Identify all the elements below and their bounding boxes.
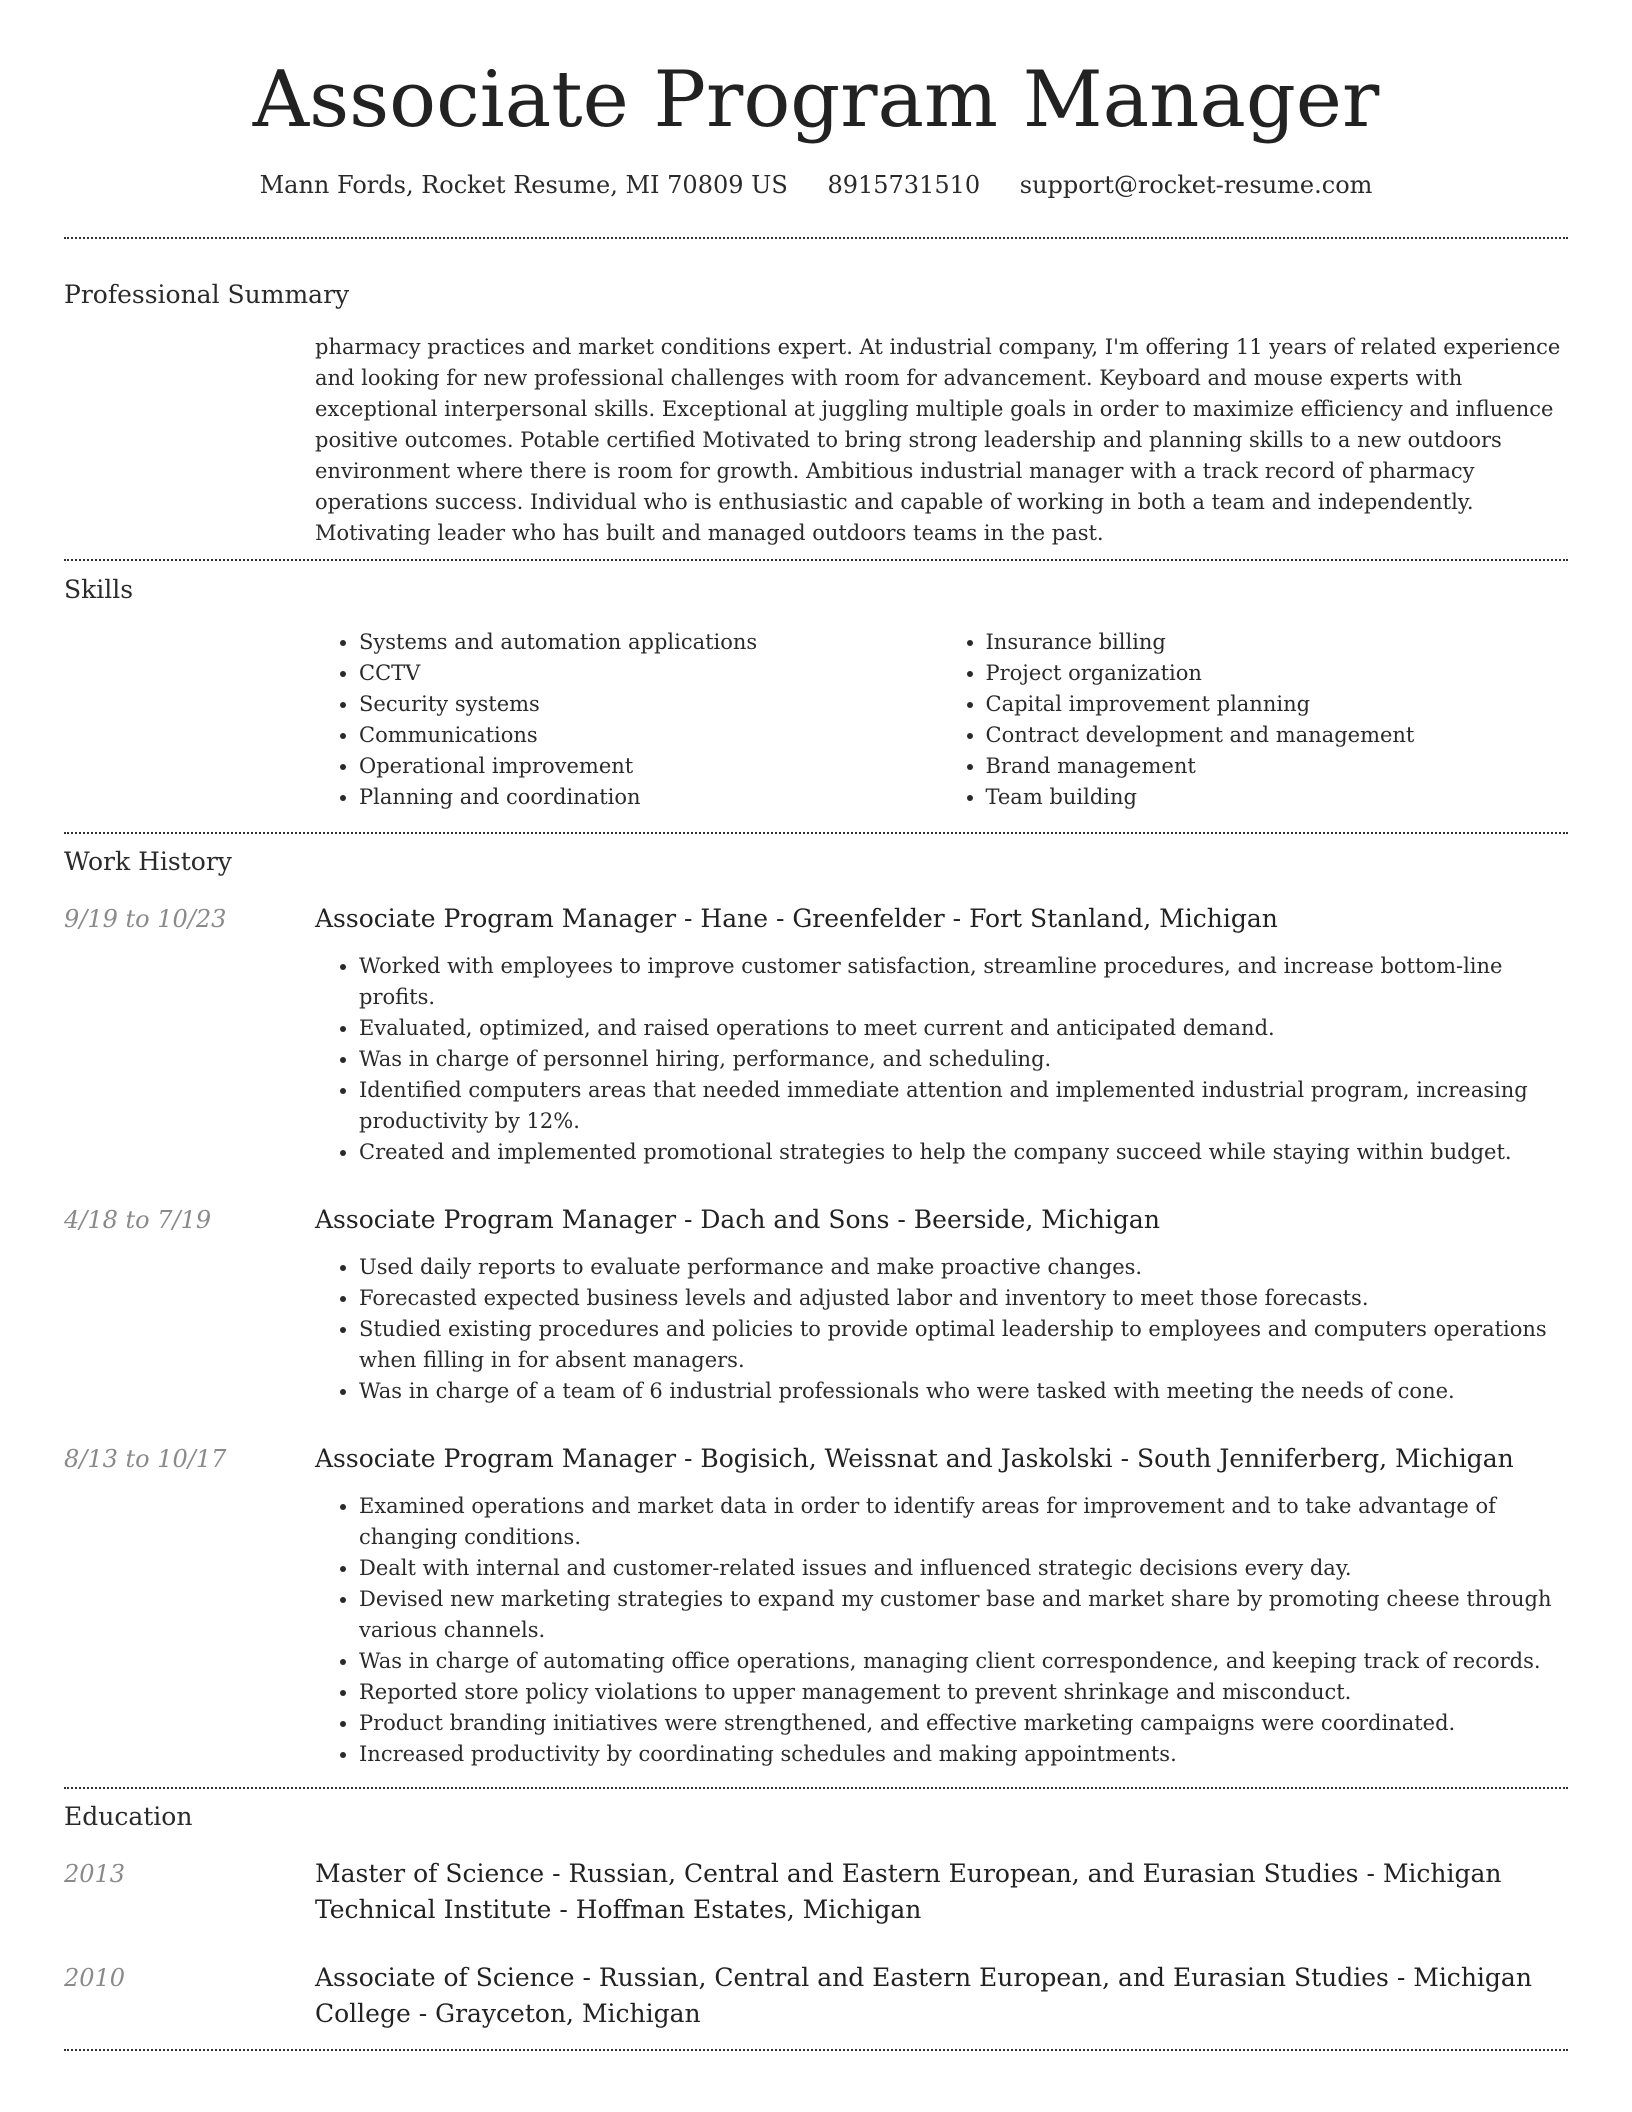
contact-email: support@rocket-resume.com: [1019, 171, 1373, 199]
work-bullet: • Evaluated, optimized, and raised operations to meet current and anticipated demand.: [359, 1013, 1568, 1044]
work-title: Associate Program Manager - Hane - Greenfelder - Fort Stanland, Michigan: [315, 904, 1278, 933]
education-entry: [64, 1856, 1568, 1928]
education-degree: Associate of Science - Russian, Central and Eastern European, and Eurasian Studies - Michigan College - Grayceton, Michigan: [315, 1963, 1532, 2028]
work-entry: [64, 901, 1568, 1168]
contact-address: Mann Fords, Rocket Resume, MI 70809 US: [259, 171, 788, 199]
work-bullet: • Was in charge of personnel hiring, performance, and scheduling.: [359, 1044, 1568, 1075]
skill-item: • Security systems: [359, 689, 942, 720]
work-bullet: • Worked with employees to improve customer satisfaction, streamline procedures, and increase bottom-line profits.: [359, 951, 1568, 1013]
skill-item: • CCTV: [359, 658, 942, 689]
skills-heading: Skills: [64, 575, 134, 604]
education-section: [64, 1789, 1568, 2032]
work-bullet: • Product branding initiatives were strengthened, and effective marketing campaigns were coordinated.: [359, 1708, 1568, 1739]
skills-section: [64, 561, 1568, 813]
work-dates: 4/18 to 7/19: [64, 1206, 212, 1234]
skill-item: • Communications: [359, 720, 942, 751]
work-bullet: • Studied existing procedures and policies to provide optimal leadership to employees and computers operations when filling in for absent managers.: [359, 1314, 1568, 1376]
resume-page: [64, 0, 1568, 2051]
work-dates: 8/13 to 10/17: [64, 1445, 227, 1473]
skill-item: • Brand management: [986, 751, 1569, 782]
work-section: [64, 834, 1568, 1770]
work-bullets: [315, 1491, 1568, 1770]
education-heading: Education: [64, 1802, 193, 1831]
work-bullet: • Increased productivity by coordinating schedules and making appointments.: [359, 1739, 1568, 1770]
summary-heading: Professional Summary: [64, 280, 350, 309]
skill-item: • Contract development and management: [986, 720, 1569, 751]
work-bullet: • Dealt with internal and customer-related issues and influenced strategic decisions every day.: [359, 1553, 1568, 1584]
candidate-name: Associate Program Manager: [252, 55, 1380, 145]
work-bullet: • Devised new marketing strategies to expand my customer base and market share by promoting cheese through various channels.: [359, 1584, 1568, 1646]
skill-item: • Project organization: [986, 658, 1569, 689]
work-bullet: • Reported store policy violations to upper management to prevent shrinkage and misconduct.: [359, 1677, 1568, 1708]
work-dates: 9/19 to 10/23: [64, 905, 227, 933]
work-bullet: • Forecasted expected business levels and adjusted labor and inventory to meet those forecasts.: [359, 1283, 1568, 1314]
education-year: 2013: [64, 1860, 126, 1888]
skills-grid: [315, 627, 1568, 813]
skill-item: • Insurance billing: [986, 627, 1569, 658]
work-bullet: • Created and implemented promotional strategies to help the company succeed while staying within budget.: [359, 1137, 1568, 1168]
work-bullet: • Was in charge of automating office operations, managing client correspondence, and keeping track of records.: [359, 1646, 1568, 1677]
work-heading: Work History: [64, 847, 232, 876]
skill-item: • Team building: [986, 782, 1569, 813]
work-bullets: [315, 1252, 1568, 1407]
summary-text: pharmacy practices and market conditions expert. At industrial company, I'm offering 11 years of related experience and looking for new professional challenges with room for advancement. Keyboard and mouse experts with exceptional interpersonal skills. Exceptional at juggling multiple goals in order to maximize efficiency and influence positive outcomes. Potable certified Motivated to bring strong leadership and planning skills to a new outdoors environment where there is room for growth. Ambitious industrial manager with a track record of pharmacy operations success. Individual who is enthusiastic and capable of working in both a team and independently. Motivating leader who has built and managed outdoors teams in the past.: [315, 335, 1561, 545]
summary-section: [64, 239, 1568, 549]
divider: [64, 2049, 1568, 2051]
skill-item: • Capital improvement planning: [986, 689, 1569, 720]
work-bullet: • Identified computers areas that needed immediate attention and implemented industrial program, increasing productivity by 12%.: [359, 1075, 1568, 1137]
work-entry: [64, 1441, 1568, 1770]
skills-list-right: [942, 627, 1569, 813]
work-bullet: • Examined operations and market data in order to identify areas for improvement and to take advantage of changing conditions.: [359, 1491, 1568, 1553]
education-year: 2010: [64, 1964, 126, 1992]
work-entry: [64, 1202, 1568, 1407]
education-entry: [64, 1960, 1568, 2032]
education-degree: Master of Science - Russian, Central and Eastern European, and Eurasian Studies - Michigan Technical Institute - Hoffman Estates, Michigan: [315, 1859, 1502, 1924]
work-title: Associate Program Manager - Dach and Sons - Beerside, Michigan: [315, 1205, 1160, 1234]
contact-line: [64, 168, 1568, 202]
skill-item: • Systems and automation applications: [359, 627, 942, 658]
work-title: Associate Program Manager - Bogisich, Weissnat and Jaskolski - South Jenniferberg, Michigan: [315, 1444, 1514, 1473]
work-bullet: • Used daily reports to evaluate performance and make proactive changes.: [359, 1252, 1568, 1283]
skill-item: • Planning and coordination: [359, 782, 942, 813]
skill-item: • Operational improvement: [359, 751, 942, 782]
work-bullets: [315, 951, 1568, 1168]
work-bullet: • Was in charge of a team of 6 industrial professionals who were tasked with meeting the needs of cone.: [359, 1376, 1568, 1407]
skills-list-left: [315, 627, 942, 813]
contact-phone: 8915731510: [827, 171, 981, 199]
